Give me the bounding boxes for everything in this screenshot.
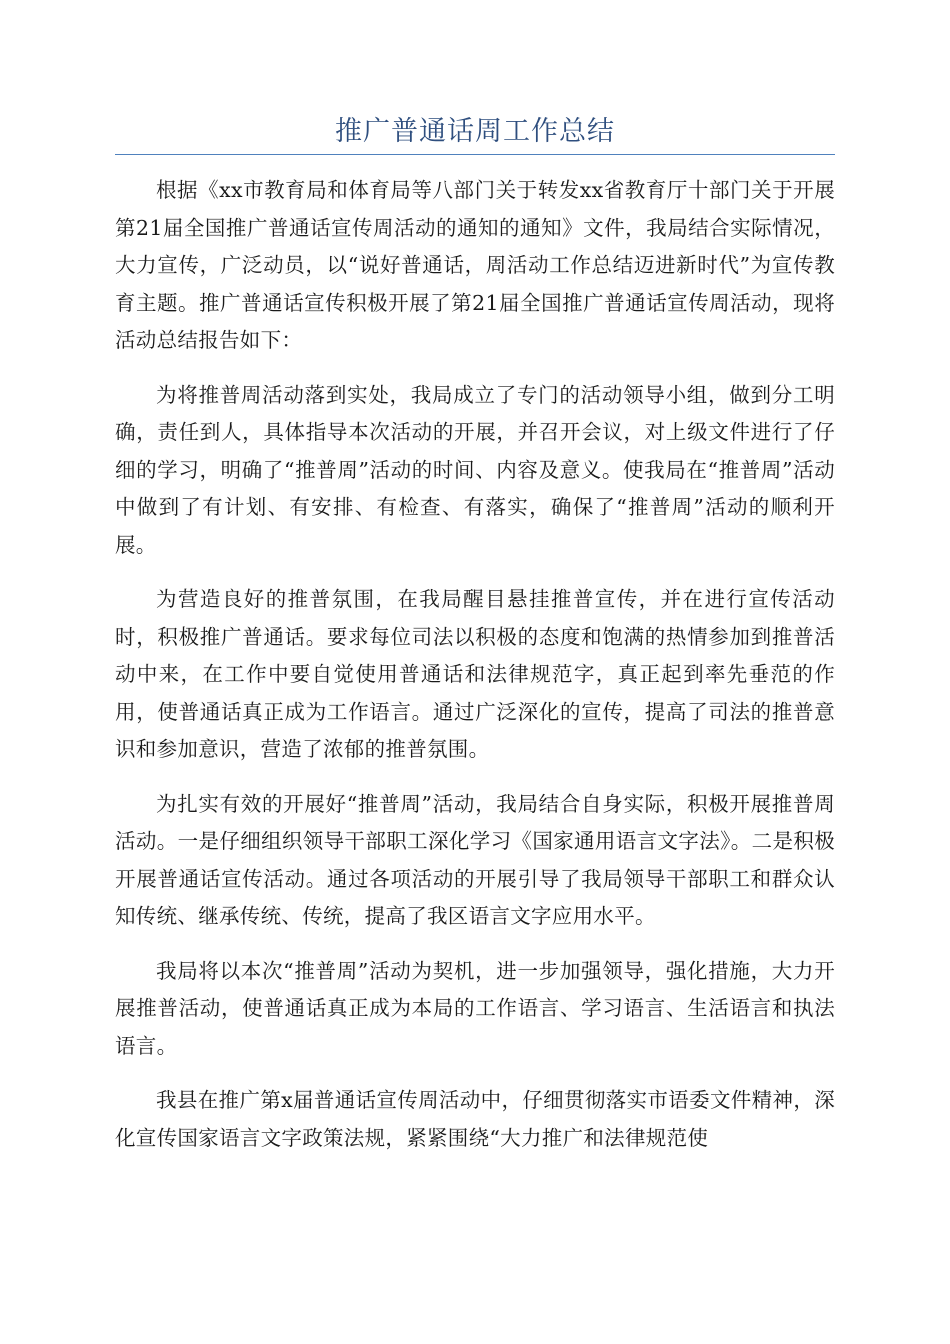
- paragraph-county: 我县在推广第x届普通话宣传周活动中，仔细贯彻落实市语委文件精神，深化宣传国家语言文字政策法规，紧紧围绕“大力推广和法律规范使: [115, 1088, 835, 1150]
- paragraph-outlook: 我局将以本次“推普周”活动为契机，进一步加强领导，强化措施，大力开展推普活动，使普通话真正成为本局的工作语言、学习语言、生活语言和执法语言。: [115, 958, 835, 1058]
- paragraph-organization: 为将推普周活动落到实处，我局成立了专门的活动领导小组，做到分工明确，责任到人，具体指导本次活动的开展，并召开会议，对上级文件进行了仔细的学习，明确了“推普周”活动的时间、内容及意义。使我局在“推普周”活动中做到了有计划、有安排、有检查、有落实，确保了“推普周”活动的顺利开展。: [115, 382, 835, 557]
- paragraph-intro: 根据《xx市教育局和体育局等八部门关于转发xx省教育厅十部门关于开展第21届全国推广普通话宣传周活动的通知的通知》文件，我局结合实际情况，大力宣传，广泛动员，以“说好普通话，周活动工作总结迈进新时代”为宣传教育主题。推广普通话宣传积极开展了第21届全国推广普通话宣传周活动，现将活动总结报告如下：: [115, 178, 835, 352]
- paragraph-activities: 为扎实有效的开展好“推普周”活动，我局结合自身实际，积极开展推普周活动。一是仔细组织领导干部职工深化学习《国家通用语言文字法》。二是积极开展普通话宣传活动。通过各项活动的开展引导了我局领导干部职工和群众认知传统、继承传统、传统，提高了我区语言文字应用水平。: [115, 791, 835, 928]
- document-title: 推广普通话周工作总结: [335, 116, 615, 147]
- title-underline: [115, 154, 835, 155]
- paragraph-atmosphere: 为营造良好的推普氛围，在我局醒目悬挂推普宣传，并在进行宣传活动时，积极推广普通话。要求每位司法以积极的态度和饱满的热情参加到推普活动中来，在工作中要自觉使用普通话和法律规范字，真正起到率先垂范的作用，使普通话真正成为工作语言。通过广泛深化的宣传，提高了司法的推普意识和参加意识，营造了浓郁的推普氛围。: [115, 587, 835, 761]
- document-body: [115, 172, 835, 1174]
